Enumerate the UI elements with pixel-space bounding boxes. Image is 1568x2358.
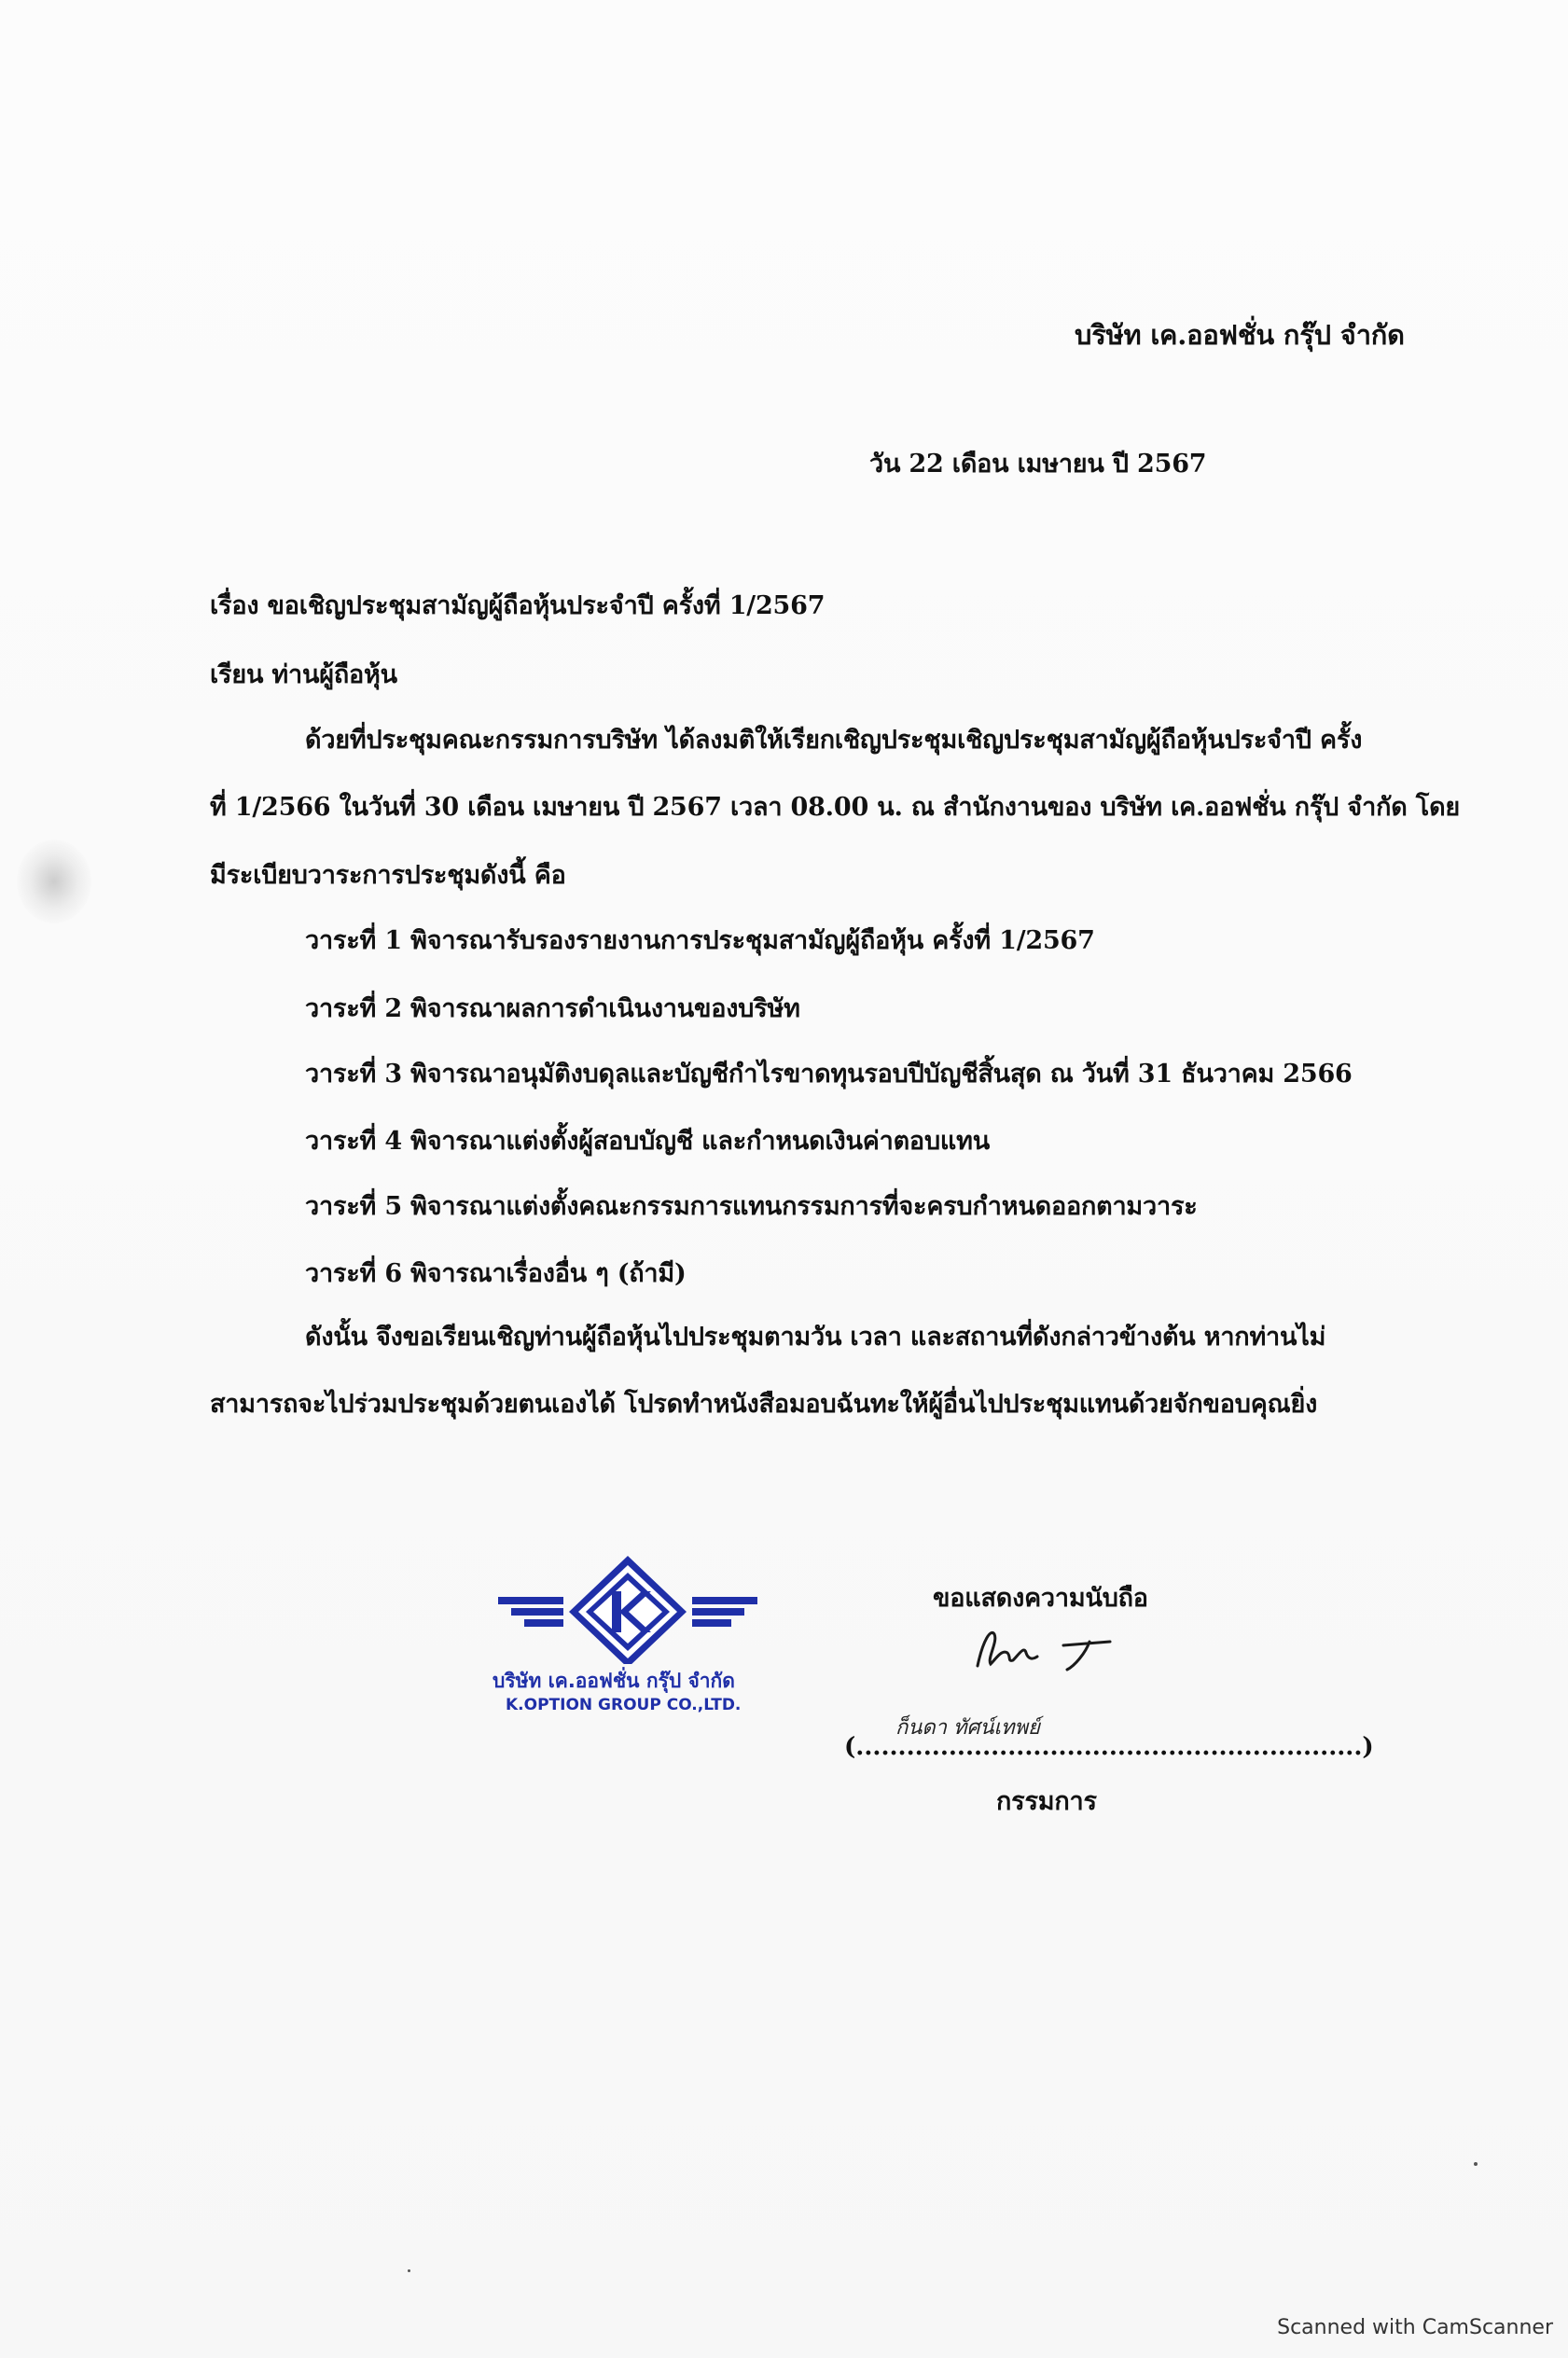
logo-thai-name: บริษัท เค.ออฟชั่น กรุ๊ป จำกัด bbox=[493, 1670, 735, 1692]
body-paragraph-2-line-2: สามารถจะไปร่วมประชุมด้วยตนเองได้ โปรดทำหนังสือมอบฉันทะให้ผู้อื่นไปประชุมแทนด้วยจักขอบคุณยิ่ง bbox=[210, 1390, 1318, 1419]
agenda-item-1: วาระที่ 1 พิจารณารับรองรายงานการประชุมสามัญผู้ถือหุ้น ครั้งที่ 1/2567 bbox=[305, 926, 1095, 955]
body-paragraph-2-line-1: ดังนั้น จึงขอเรียนเชิญท่านผู้ถือหุ้นไปประชุมตามวัน เวลา และสถานที่ดังกล่าวข้างต้น หากท่านไม่ bbox=[305, 1323, 1326, 1352]
signatory-name-line: (............................................................) bbox=[844, 1733, 1374, 1761]
closing-regards: ขอแสดงความนับถือ bbox=[933, 1584, 1148, 1613]
body-paragraph-1-line-2: ที่ 1/2566 ในวันที่ 30 เดือน เมษายน ปี 2567 เวลา 08.00 น. ณ สำนักงานของ บริษัท เค.ออฟชั่น กรุ๊ป จำกัด โดย bbox=[210, 793, 1461, 822]
body-paragraph-1-line-1: ด้วยที่ประชุมคณะกรรมการบริษัท ได้ลงมติให้เรียกเชิญประชุมเชิญประชุมสามัญผู้ถือหุ้นประจำปี ครั้ง bbox=[305, 726, 1363, 755]
agenda-item-6: วาระที่ 6 พิจารณาเรื่องอื่น ๆ (ถ้ามี) bbox=[305, 1259, 687, 1288]
signatory-position: กรรมการ bbox=[996, 1787, 1097, 1816]
agenda-item-5: วาระที่ 5 พิจารณาแต่งตั้งคณะกรรมการแทนกรรมการที่จะครบกำหนดออกตามวาระ bbox=[305, 1192, 1198, 1221]
agenda-item-2: วาระที่ 2 พิจารณาผลการดำเนินงานของบริษัท bbox=[305, 994, 800, 1023]
agenda-item-4: วาระที่ 4 พิจารณาแต่งตั้งผู้สอบบัญชี และกำหนดเงินค่าตอบแทน bbox=[305, 1127, 990, 1156]
letter-date: วัน 22 เดือน เมษายน ปี 2567 bbox=[869, 450, 1207, 479]
company-logo bbox=[493, 1552, 763, 1720]
body-paragraph-1-line-3: มีระเบียบวาระการประชุมดังนี้ คือ bbox=[210, 861, 566, 890]
addressee-line: เรียน ท่านผู้ถือหุ้น bbox=[210, 660, 397, 689]
scan-smudge bbox=[17, 839, 91, 923]
scanner-watermark: Scanned with CamScanner bbox=[1277, 2316, 1553, 2339]
logo-english-name: K.OPTION GROUP CO.,LTD. bbox=[506, 1696, 742, 1714]
k-diamond-icon bbox=[493, 1552, 763, 1664]
subject-line: เรื่อง ขอเชิญประชุมสามัญผู้ถือหุ้นประจำปี ครั้งที่ 1/2567 bbox=[210, 591, 826, 620]
agenda-item-3: วาระที่ 3 พิจารณาอนุมัติงบดุลและบัญชีกำไรขาดทุนรอบปีบัญชีสิ้นสุด ณ วันที่ 31 ธันวาคม 2566 bbox=[305, 1060, 1353, 1089]
company-name: บริษัท เค.ออฟชั่น กรุ๊ป จำกัด bbox=[1075, 319, 1405, 351]
scan-speck bbox=[408, 2269, 410, 2272]
signatory-name-handwritten: ก็นดา ทัศน์เทพย์ bbox=[895, 1716, 1040, 1740]
signature-mark bbox=[970, 1621, 1147, 1677]
scan-speck bbox=[1474, 2162, 1478, 2166]
